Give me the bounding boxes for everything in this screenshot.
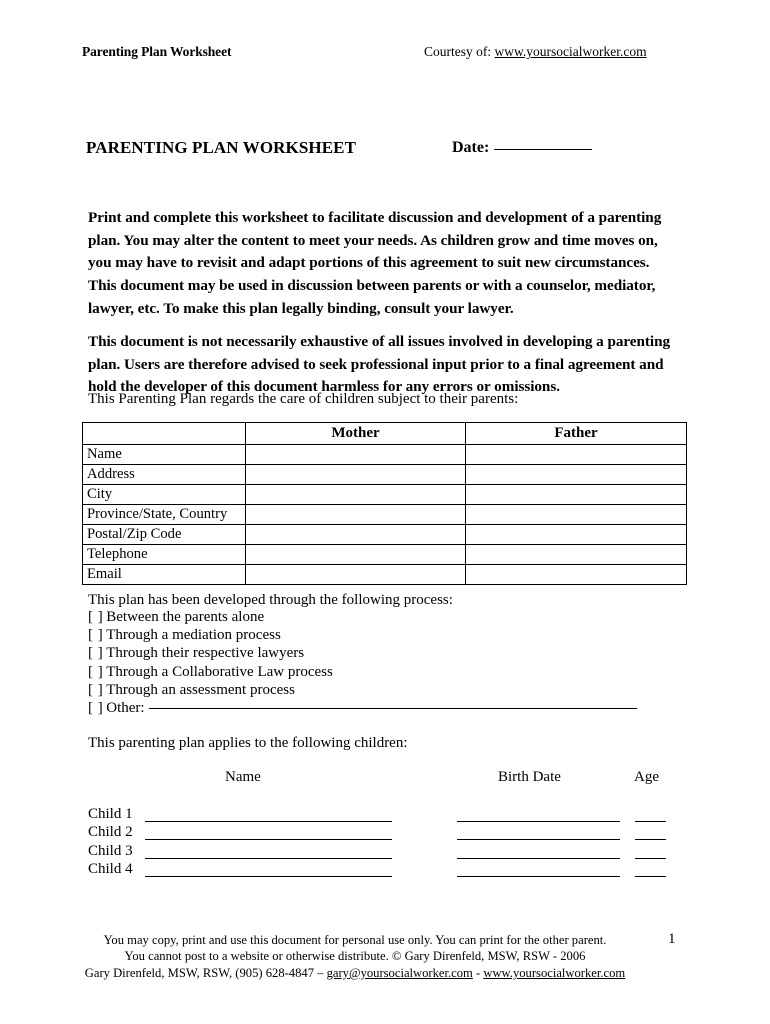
child-4-age-input[interactable] — [635, 876, 666, 877]
mother-city-cell[interactable] — [246, 485, 466, 505]
process-option-other-label: Other: — [106, 699, 145, 716]
table-row — [83, 545, 687, 565]
father-city-cell[interactable] — [466, 485, 687, 505]
running-header — [82, 44, 686, 64]
process-option-label: Through a Collaborative Law process — [106, 663, 333, 680]
table-row — [83, 485, 687, 505]
footer-line-2: You cannot post to a website or otherwise distribute. © Gary Direnfeld, MSW, RSW - 2006 — [124, 949, 586, 964]
child-2-birth-date-input[interactable] — [457, 839, 620, 840]
date-input-rule[interactable] — [494, 149, 592, 150]
child-row-label: Child 4 — [88, 861, 133, 878]
child-1-birth-date-input[interactable] — [457, 821, 620, 822]
father-postal-cell[interactable] — [466, 525, 687, 545]
child-row-label: Child 1 — [88, 806, 133, 822]
children-rows — [88, 806, 688, 880]
child-3-birth-date-input[interactable] — [457, 858, 620, 859]
table-row — [83, 465, 687, 485]
courtesy-prefix-label: Courtesy of: — [424, 44, 492, 59]
children-header-name: Name — [225, 769, 261, 785]
footer-line-1: You may copy, print and use this document for personal use only. You can print for the other parent. — [103, 933, 607, 947]
title-row — [86, 138, 686, 162]
parents-table-header-mother: Mother — [246, 423, 466, 445]
date-label: Date: — [452, 139, 490, 156]
child-3-name-input[interactable] — [145, 858, 392, 859]
intro-paragraph-1: Print and complete this worksheet to facilitate discussion and development of a parenting plan. You may alter the content to meet your needs. As children grow and time moves on, you may have to revisit and adapt portions of this agreement to suit new circumstances. — [88, 209, 662, 272]
row-label-email: Email — [83, 565, 246, 585]
checkbox-icon[interactable]: [ ] — [88, 627, 104, 644]
father-province-cell[interactable] — [466, 505, 687, 525]
children-header-age: Age — [634, 769, 659, 785]
mother-address-cell[interactable] — [246, 465, 466, 485]
row-label-name: Name — [83, 445, 246, 465]
courtesy-url-link[interactable]: www.yoursocialworker.com — [494, 44, 647, 59]
child-4-name-input[interactable] — [145, 876, 392, 877]
child-3-age-input[interactable] — [635, 858, 666, 859]
children-section-lead-in: This parenting plan applies to the following children: — [88, 735, 408, 751]
footer-separator: - — [472, 965, 484, 980]
process-option-assessment[interactable] — [88, 681, 688, 699]
intro-paragraph-2: This document may be used in discussion between parents or with a counselor, mediator, lawyer, etc. To make this plan legally binding, consult your lawyer. — [88, 277, 656, 317]
table-row — [83, 525, 687, 545]
running-header-courtesy — [424, 44, 647, 60]
process-option-label: Through an assessment process — [106, 681, 295, 698]
father-telephone-cell[interactable] — [466, 545, 687, 565]
checkbox-icon[interactable]: [ ] — [88, 681, 104, 698]
checkbox-icon[interactable]: [ ] — [88, 699, 104, 716]
parents-table — [82, 422, 687, 585]
process-option-label: Through a mediation process — [106, 627, 281, 644]
process-option-mediation[interactable] — [88, 626, 688, 644]
running-header-title: Parenting Plan Worksheet — [82, 44, 232, 59]
child-row-2 — [88, 824, 688, 842]
child-2-age-input[interactable] — [635, 839, 666, 840]
father-name-cell[interactable] — [466, 445, 687, 465]
child-row-label: Child 3 — [88, 842, 133, 859]
intro-paragraph-3: This document is not necessarily exhaustive of all issues involved in developing a parenting plan. Users are therefore advised to seek professional input prior to a final agreement and hold the developer of this document harmless for any errors or omissions. — [88, 333, 671, 396]
mother-name-cell[interactable] — [246, 445, 466, 465]
process-option-collaborative-law[interactable] — [88, 663, 688, 681]
footer-email-link[interactable]: gary@yoursocialworker.com — [326, 965, 473, 980]
process-option-label: Through their respective lawyers — [106, 645, 305, 662]
process-section-lead-in: This plan has been developed through the following process: — [88, 592, 453, 608]
process-other-input-rule[interactable] — [149, 708, 637, 709]
table-row — [83, 565, 687, 585]
page-footer — [60, 932, 650, 981]
child-2-name-input[interactable] — [145, 839, 392, 840]
parents-table-header-father: Father — [466, 423, 687, 445]
row-label-telephone: Telephone — [83, 545, 246, 565]
row-label-city: City — [83, 485, 246, 505]
mother-telephone-cell[interactable] — [246, 545, 466, 565]
table-row — [83, 445, 687, 465]
parents-table-header-row — [83, 423, 687, 445]
page-number: 1 — [668, 931, 676, 947]
footer-url-link[interactable]: www.yoursocialworker.com — [483, 965, 626, 980]
child-row-4 — [88, 861, 688, 879]
child-row-label: Child 2 — [88, 824, 133, 841]
mother-postal-cell[interactable] — [246, 525, 466, 545]
child-row-1 — [88, 806, 688, 824]
checkbox-icon[interactable]: [ ] — [88, 645, 104, 662]
row-label-address: Address — [83, 465, 246, 485]
checkbox-icon[interactable]: [ ] — [88, 609, 104, 625]
parents-table-header-blank — [83, 423, 246, 445]
father-address-cell[interactable] — [466, 465, 687, 485]
footer-author-contact: Gary Direnfeld, MSW, RSW, (905) 628-4847 – — [84, 965, 327, 980]
checkbox-icon[interactable]: [ ] — [88, 663, 104, 680]
date-field-group — [452, 139, 592, 157]
mother-email-cell[interactable] — [246, 565, 466, 585]
row-label-postal: Postal/Zip Code — [83, 525, 246, 545]
parents-section-lead-in: This Parenting Plan regards the care of children subject to their parents: — [88, 391, 519, 407]
process-option-list — [88, 608, 688, 717]
footer-line-3 — [60, 965, 650, 981]
child-1-age-input[interactable] — [635, 821, 666, 822]
child-1-name-input[interactable] — [145, 821, 392, 822]
page-title: PARENTING PLAN WORKSHEET — [86, 138, 357, 157]
mother-province-cell[interactable] — [246, 505, 466, 525]
process-option-label: Between the parents alone — [106, 609, 265, 625]
process-option-parents-alone[interactable] — [88, 608, 688, 626]
row-label-province: Province/State, Country — [83, 505, 246, 525]
father-email-cell[interactable] — [466, 565, 687, 585]
child-row-3 — [88, 843, 688, 861]
process-option-other[interactable] — [88, 699, 688, 717]
child-4-birth-date-input[interactable] — [457, 876, 620, 877]
table-row — [83, 505, 687, 525]
process-option-lawyers[interactable] — [88, 644, 688, 662]
children-header-birth-date: Birth Date — [498, 769, 561, 785]
